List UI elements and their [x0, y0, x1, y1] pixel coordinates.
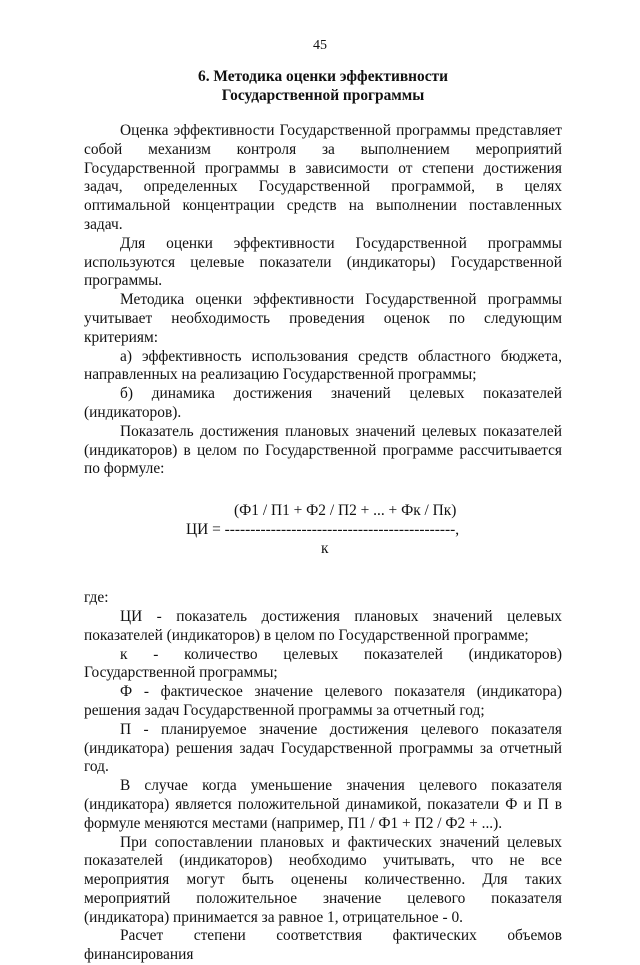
paragraph-formula-intro: Показатель достижения плановых значений целевых показателей (индикаторов) в целом по Государственной программе рассчитывается по формуле: [84, 422, 562, 478]
formula [84, 487, 562, 569]
paragraph-criterion-b: б) динамика достижения значений целевых показателей (индикаторов). [84, 385, 562, 421]
paragraph-financing: Расчет степени соответствия фактических объемов финансирования [84, 927, 562, 964]
paragraph-criteria: Методика оценки эффективности Государственной программы учитывает необходимость проведения оценок по следующим критериям: [84, 291, 562, 346]
formula-denominator: к [321, 540, 329, 558]
paragraph-indicators: Для оценки эффективности Государственной программы используются целевые показатели (индикаторы) Государственной программы. [84, 234, 562, 290]
section-title-line-2: Государственной программы [221, 86, 425, 104]
paragraph-intro: Оценка эффективности Государственной программы представляет собой механизм контроля за выполнением мероприятий Государственной программы в зависимости от степени достижения задач, определенных Государственной программой, в целях оптимальной концентрации средств на выполнении поставленных задач. [84, 122, 562, 233]
section-title [84, 68, 562, 105]
definition-f: Ф - фактическое значение целевого показателя (индикатора) решения задач Государственной программы за отчетный год; [84, 683, 562, 719]
where-label: где: [84, 589, 109, 607]
paragraph-qualitative-measures: При сопоставлении плановых и фактических значений целевых показателей (индикаторов) необходимо учитывать, что не все мероприятия могут быть оценены количественно. Для таких мероприятий положительное значение целевого показателя (индикатора) принимается за равное 1, отрицательное - 0. [84, 833, 562, 926]
formula-numerator: (Ф1 / П1 + Ф2 / П2 + ... + Фк / Пк) [234, 502, 457, 520]
definition-ci: ЦИ - показатель достижения плановых значений целевых показателей (индикаторов) в целом по Государственной программе; [84, 607, 562, 644]
page-number: 45 [313, 38, 327, 53]
formula-fraction-line: ---------------------------------------------, [224, 521, 460, 539]
definition-k: к - количество целевых показателей (индикаторов) Государственной программы; [84, 645, 562, 682]
section-title-line-1: 6. Методика оценки эффективности [198, 68, 448, 85]
paragraph-inverse-dynamics: В случае когда уменьшение значения целевого показателя (индикатора) является положительной динамикой, показатели Ф и П в формуле меняются местами (например, П1 / Ф1 + П2 / Ф2 + ...). [84, 777, 562, 832]
document-body [84, 122, 562, 965]
paragraph-criterion-a: а) эффективность использования средств областного бюджета, направленных на реализацию Государственной программы; [84, 347, 562, 384]
definition-p: П - планируемое значение достижения целевого показателя (индикатора) решения задач Государственной программы за отчетный год. [84, 720, 562, 776]
formula-lhs: ЦИ = [186, 521, 225, 539]
formula-main-line [186, 521, 459, 540]
